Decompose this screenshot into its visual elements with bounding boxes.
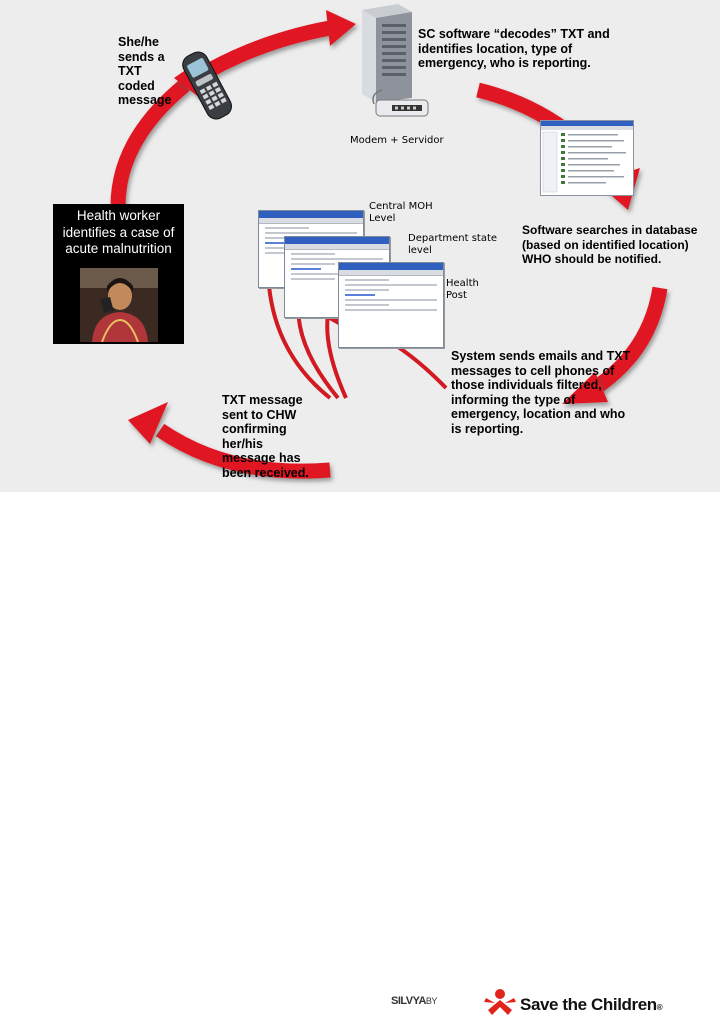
server-caption: SC software “decodes” TXT and identifies location, type of emergency, who is reporting. [418,27,610,70]
organization-label: Save the Children [520,995,657,1014]
footer-bar [0,492,720,1014]
author-by: BY [425,996,437,1006]
phone-caption: She/he sends a TXT coded message [118,35,172,107]
mobile-phone-icon [176,44,240,126]
modem-icon [366,88,430,122]
save-the-children-logo [484,986,516,1018]
server-tower-icon [356,2,416,102]
department-state-label: Department state level [408,233,498,256]
database-caption: Software searches in database (based on identified location) WHO should be notified. [522,223,698,266]
organization-suffix: ® [656,1003,663,1012]
confirm-caption: TXT message sent to CHW confirming her/his message has been received. [222,393,309,480]
email-window-icon [338,262,444,348]
health-worker-photo [80,268,158,342]
central-moh-label: Central MOH Level [369,201,433,224]
author-credit [391,995,437,1007]
health-worker-panel [53,204,184,344]
organization-name [520,995,662,1015]
author-name: SILVYA [391,995,426,1007]
health-worker-text: Health worker identifies a case of acute malnutrition [62,208,175,256]
modem-label: Modem + Servidor [350,135,444,146]
emails-caption: System sends emails and TXT messages to cell phones of those individuals filtered, informing the type of emergency, location and who is reporting. [451,349,631,436]
database-screenshot-icon [540,120,634,196]
health-post-label: Health Post [446,278,479,301]
